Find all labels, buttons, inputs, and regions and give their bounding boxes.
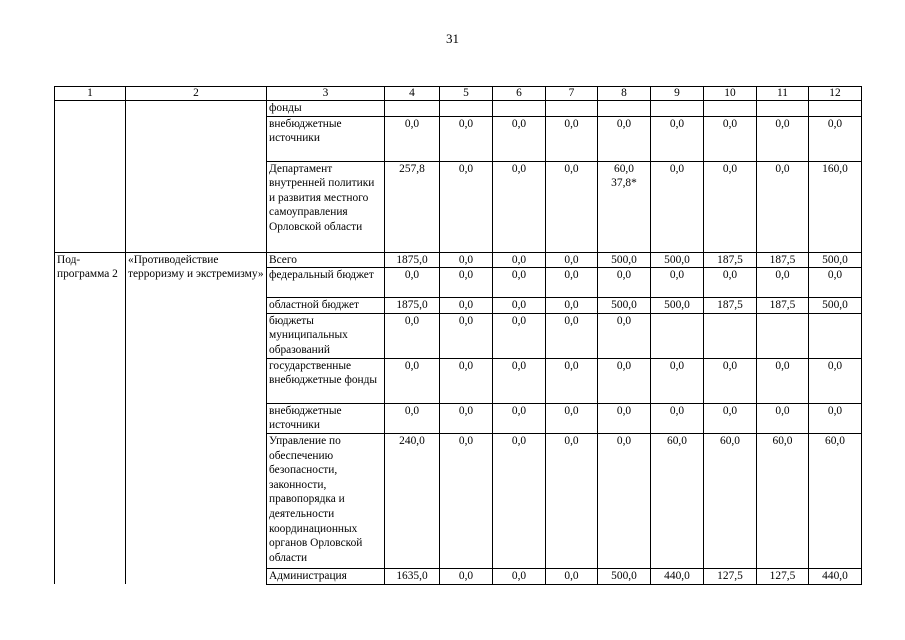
funding-source-cell: Всего (267, 252, 385, 268)
amount-cell: 0,0 (651, 403, 704, 433)
amount-cell: 240,0 (385, 433, 440, 568)
amount-cell: 0,0 (440, 116, 493, 161)
subprogram-name-cell (126, 101, 267, 253)
amount-cell: 0,0 (493, 313, 546, 358)
amount-cell: 500,0 (809, 298, 862, 314)
amount-cell: 0,0 (385, 116, 440, 161)
amount-cell: 0,0 (598, 433, 651, 568)
column-number: 3 (267, 87, 385, 101)
amount-cell: 0,0 (440, 568, 493, 584)
amount-cell: 0,0 (493, 116, 546, 161)
amount-cell: 60,0 (704, 433, 757, 568)
amount-cell (809, 101, 862, 117)
amount-cell: 0,0 (493, 161, 546, 252)
amount-cell: 187,5 (757, 298, 809, 314)
amount-cell (704, 101, 757, 117)
amount-cell: 0,0 (440, 433, 493, 568)
amount-cell: 500,0 (598, 298, 651, 314)
funding-source-cell: федеральный бюджет (267, 268, 385, 298)
column-number: 7 (546, 87, 598, 101)
amount-cell (385, 101, 440, 117)
funding-source-cell: государственные внебюджетные фонды (267, 358, 385, 403)
amount-cell: 0,0 (546, 252, 598, 268)
column-number: 6 (493, 87, 546, 101)
amount-cell: 0,0 (704, 161, 757, 252)
amount-cell (757, 313, 809, 358)
amount-cell: 0,0 (440, 268, 493, 298)
amount-cell: 187,5 (757, 252, 809, 268)
amount-cell (598, 101, 651, 117)
amount-cell: 500,0 (651, 298, 704, 314)
amount-cell: 0,0 (546, 161, 598, 252)
amount-cell: 0,0 (385, 358, 440, 403)
column-number: 1 (55, 87, 126, 101)
page-number: 31 (446, 31, 459, 46)
amount-cell: 187,5 (704, 298, 757, 314)
amount-cell: 0,0 (440, 161, 493, 252)
amount-cell: 0,0 (385, 268, 440, 298)
amount-cell (757, 101, 809, 117)
funding-source-cell: Департамент внутренней политики и развития местного самоуправления Орловской области (267, 161, 385, 252)
amount-cell: 1635,0 (385, 568, 440, 584)
amount-cell: 0,0 (651, 116, 704, 161)
amount-cell: 0,0 (546, 568, 598, 584)
table-body (55, 87, 862, 585)
amount-cell: 0,0 (493, 268, 546, 298)
amount-cell: 0,0 (385, 403, 440, 433)
table-row (55, 101, 862, 117)
amount-cell: 500,0 (651, 252, 704, 268)
subprogram-code-cell (55, 101, 126, 253)
amount-cell (598, 161, 651, 252)
amount-cell: 0,0 (598, 358, 651, 403)
amount-cell (546, 101, 598, 117)
amount-cell: 0,0 (598, 116, 651, 161)
amount-line: 37,8* (611, 177, 637, 190)
table-row (55, 252, 862, 268)
amount-cell (704, 313, 757, 358)
amount-cell: 0,0 (704, 268, 757, 298)
amount-cell: 0,0 (493, 252, 546, 268)
amount-cell (651, 313, 704, 358)
amount-cell: 0,0 (493, 433, 546, 568)
column-number: 11 (757, 87, 809, 101)
amount-cell: 0,0 (757, 403, 809, 433)
amount-cell: 0,0 (809, 268, 862, 298)
column-number-row (55, 87, 862, 101)
column-number: 5 (440, 87, 493, 101)
amount-cell (809, 313, 862, 358)
amount-cell (493, 101, 546, 117)
amount-cell: 0,0 (546, 313, 598, 358)
amount-cell: 0,0 (440, 298, 493, 314)
amount-cell: 60,0 (757, 433, 809, 568)
amount-cell: 1875,0 (385, 252, 440, 268)
column-number: 12 (809, 87, 862, 101)
amount-cell: 0,0 (651, 268, 704, 298)
amount-cell: 0,0 (546, 298, 598, 314)
amount-cell (651, 101, 704, 117)
amount-cell: 0,0 (598, 403, 651, 433)
funding-source-cell: областной бюджет (267, 298, 385, 314)
amount-cell: 0,0 (493, 298, 546, 314)
amount-cell: 0,0 (546, 403, 598, 433)
amount-cell: 0,0 (493, 358, 546, 403)
subprogram-name-cell: «Противодействие терроризму и экстремизму» (126, 252, 267, 584)
funding-source-cell: бюджеты муниципальных образований (267, 313, 385, 358)
amount-cell: 0,0 (809, 403, 862, 433)
amount-cell: 127,5 (704, 568, 757, 584)
amount-cell: 0,0 (385, 313, 440, 358)
amount-cell: 0,0 (757, 268, 809, 298)
subprogram-code-cell: Под-программа 2 (55, 252, 126, 584)
amount-cell: 0,0 (546, 433, 598, 568)
column-number: 8 (598, 87, 651, 101)
amount-cell: 0,0 (809, 358, 862, 403)
amount-cell: 60,0 (809, 433, 862, 568)
amount-cell: 0,0 (440, 252, 493, 268)
funding-source-cell: фонды (267, 101, 385, 117)
budget-table (54, 86, 862, 585)
amount-cell: 0,0 (757, 116, 809, 161)
amount-cell: 60,0 (651, 433, 704, 568)
amount-cell: 0,0 (598, 313, 651, 358)
funding-source-cell: Администрация (267, 568, 385, 584)
amount-cell: 0,0 (704, 358, 757, 403)
funding-source-cell: внебюджетные источники (267, 403, 385, 433)
amount-cell: 160,0 (809, 161, 862, 252)
funding-source-cell: Управление по обеспечению безопасности, законности, правопорядка и деятельности координационных органов Орловской области (267, 433, 385, 568)
amount-cell: 0,0 (440, 358, 493, 403)
amount-cell: 0,0 (704, 403, 757, 433)
amount-cell: 0,0 (651, 358, 704, 403)
amount-cell: 500,0 (598, 568, 651, 584)
amount-cell: 0,0 (493, 403, 546, 433)
amount-cell: 0,0 (757, 358, 809, 403)
amount-cell: 0,0 (651, 161, 704, 252)
amount-cell: 440,0 (651, 568, 704, 584)
amount-cell: 500,0 (598, 252, 651, 268)
amount-cell: 1875,0 (385, 298, 440, 314)
amount-cell: 0,0 (704, 116, 757, 161)
column-number: 10 (704, 87, 757, 101)
amount-cell: 187,5 (704, 252, 757, 268)
amount-cell: 0,0 (440, 403, 493, 433)
amount-cell: 0,0 (598, 268, 651, 298)
amount-cell: 500,0 (809, 252, 862, 268)
amount-cell: 0,0 (440, 313, 493, 358)
amount-cell: 0,0 (757, 161, 809, 252)
amount-cell: 440,0 (809, 568, 862, 584)
amount-cell: 0,0 (493, 568, 546, 584)
amount-cell: 257,8 (385, 161, 440, 252)
amount-cell: 0,0 (546, 268, 598, 298)
amount-cell: 127,5 (757, 568, 809, 584)
column-number: 4 (385, 87, 440, 101)
column-number: 9 (651, 87, 704, 101)
funding-source-cell: внебюджетные источники (267, 116, 385, 161)
amount-cell (440, 101, 493, 117)
amount-cell: 0,0 (546, 116, 598, 161)
amount-line: 60,0 (614, 162, 634, 175)
amount-cell: 0,0 (809, 116, 862, 161)
column-number: 2 (126, 87, 267, 101)
amount-cell: 0,0 (546, 358, 598, 403)
